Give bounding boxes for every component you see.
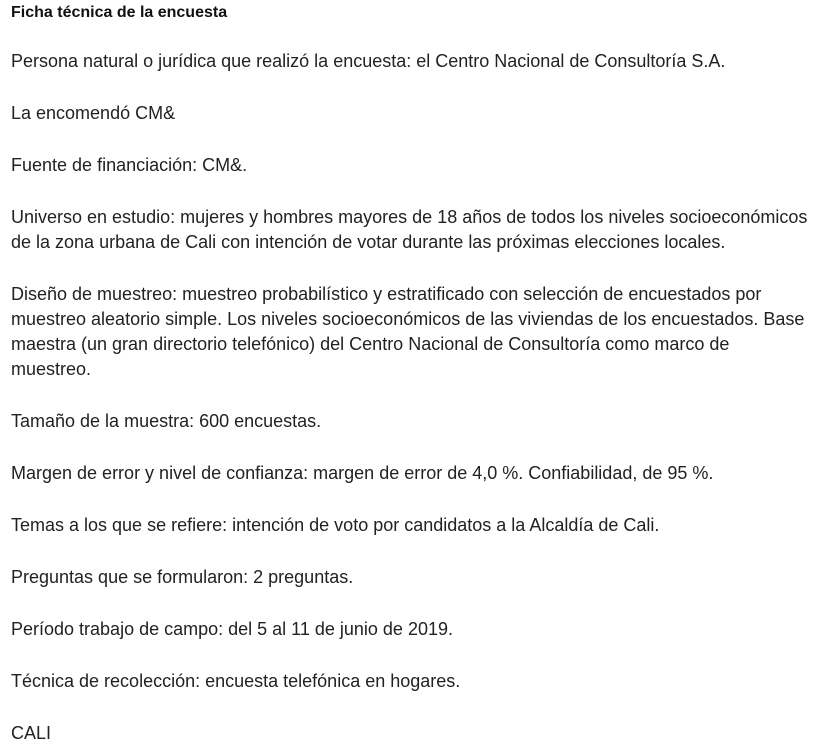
paragraph-diseno-muestreo: Diseño de muestreo: muestreo probabilístico y estratificado con selección de encuestados por muestreo aleatorio simple. Los niveles socioeconómicos de las viviendas de los encuestados. Base maestra (un gran directorio telefónico) del Centro Nacional de Consultoría como marco de muestreo. — [11, 284, 805, 379]
paragraph-universo: Universo en estudio: mujeres y hombres mayores de 18 años de todos los niveles socioeconómicos de la zona urbana de Cali con intención de votar durante las próximas elecciones locales. — [11, 207, 808, 252]
paragraph-preguntas: Preguntas que se formularon: 2 preguntas. — [11, 567, 354, 587]
paragraph-temas: Temas a los que se refiere: intención de voto por candidatos a la Alcaldía de Cali. — [11, 515, 660, 535]
document-title: Ficha técnica de la encuesta — [11, 4, 228, 21]
document — [11, 0, 811, 746]
paragraph-ciudad: CALI — [11, 723, 52, 743]
paragraph-periodo: Período trabajo de campo: del 5 al 11 de junio de 2019. — [11, 619, 453, 639]
paragraph-tecnica: Técnica de recolección: encuesta telefónica en hogares. — [11, 671, 461, 691]
paragraph-margen-error: Margen de error y nivel de confianza: margen de error de 4,0 %. Confiabilidad, de 95 %. — [11, 463, 714, 483]
paragraph-encomendo: La encomendó CM& — [11, 103, 176, 123]
paragraph-financiacion: Fuente de financiación: CM&. — [11, 155, 248, 175]
paragraph-tamano-muestra: Tamaño de la muestra: 600 encuestas. — [11, 411, 322, 431]
paragraph-encuestadora: Persona natural o jurídica que realizó la encuesta: el Centro Nacional de Consultoría S.A. — [11, 51, 726, 71]
